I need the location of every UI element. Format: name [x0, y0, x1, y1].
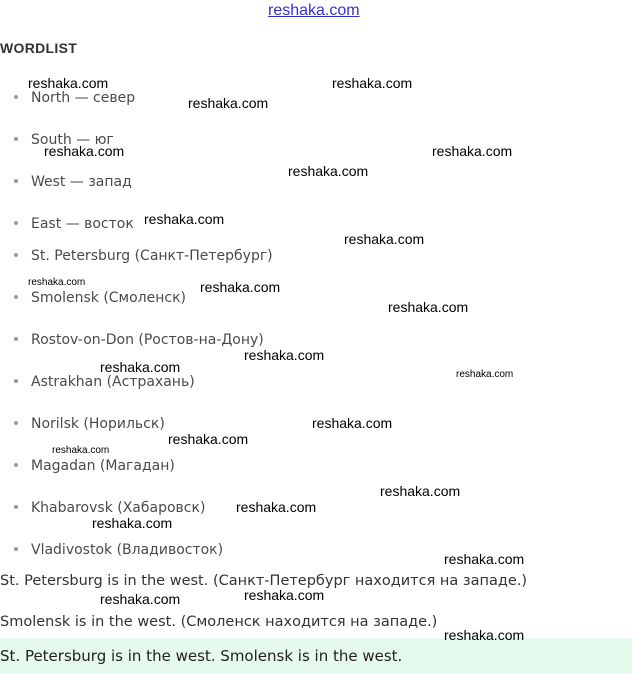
word-text: Astrakhan (Астрахань) — [31, 374, 195, 390]
watermark: reshaka.com — [244, 587, 325, 603]
watermark: reshaka.com — [168, 431, 249, 447]
watermark: reshaka.com — [52, 445, 110, 456]
bullet-icon — [14, 463, 18, 467]
bullet-icon — [14, 179, 18, 183]
answer-box — [0, 638, 632, 674]
watermark: reshaka.com — [444, 627, 525, 643]
bullet-icon — [14, 221, 18, 225]
list-item — [14, 500, 205, 516]
bullet-icon — [14, 95, 18, 99]
watermark: reshaka.com — [288, 163, 369, 179]
watermark: reshaka.com — [44, 143, 125, 159]
watermark: reshaka.com — [388, 299, 469, 315]
watermark: reshaka.com — [188, 95, 269, 111]
watermark: reshaka.com — [236, 499, 317, 515]
word-text: East — восток — [31, 216, 134, 232]
example-sentence: St. Petersburg is in the west. (Санкт-Петербург находится на западе.) — [0, 573, 528, 589]
bullet-icon — [14, 295, 18, 299]
list-item — [14, 290, 186, 306]
watermark: reshaka.com — [28, 75, 109, 91]
word-text: Rostov-on-Don (Ростов-на-Дону) — [31, 332, 264, 348]
watermark: reshaka.com — [312, 415, 393, 431]
word-text: Norilsk (Норильск) — [31, 416, 165, 432]
wordlist-heading: WORDLIST — [0, 40, 78, 56]
watermark: reshaka.com — [144, 211, 225, 227]
watermark: reshaka.com — [332, 75, 413, 91]
watermark: reshaka.com — [200, 279, 281, 295]
list-item — [14, 542, 223, 558]
bullet-icon — [14, 421, 18, 425]
answer-text: St. Petersburg is in the west. Smolensk is in the west. — [0, 647, 403, 665]
bullet-icon — [14, 547, 18, 551]
list-item — [14, 332, 264, 348]
watermark: reshaka.com — [380, 483, 461, 499]
bullet-icon — [14, 505, 18, 509]
list-item — [14, 216, 134, 232]
list-item — [14, 90, 135, 106]
watermark: reshaka.com — [92, 515, 173, 531]
site-link[interactable]: reshaka.com — [268, 2, 360, 19]
word-text: Magadan (Магадан) — [31, 458, 175, 474]
list-item — [14, 458, 175, 474]
word-text: North — север — [31, 90, 136, 106]
watermark: reshaka.com — [28, 277, 86, 288]
word-text: West — запад — [31, 174, 132, 190]
word-text: Vladivostok (Владивосток) — [31, 542, 224, 558]
word-text: Khabarovsk (Хабаровск) — [31, 500, 206, 516]
bullet-icon — [14, 337, 18, 341]
bullet-icon — [14, 137, 18, 141]
bullet-icon — [14, 379, 18, 383]
example-sentence: Smolensk is in the west. (Смоленск находится на западе.) — [0, 614, 438, 630]
word-text: St. Petersburg (Санкт-Петербург) — [31, 248, 273, 264]
list-item — [14, 174, 132, 190]
word-text: Smolensk (Смоленск) — [31, 290, 187, 306]
watermark: reshaka.com — [100, 359, 181, 375]
list-item — [14, 416, 165, 432]
watermark: reshaka.com — [444, 551, 525, 567]
list-item — [14, 248, 273, 264]
watermark: reshaka.com — [100, 591, 181, 607]
watermark: reshaka.com — [456, 369, 514, 380]
watermark: reshaka.com — [244, 347, 325, 363]
word-text: South — юг — [31, 132, 114, 148]
watermark: reshaka.com — [344, 231, 425, 247]
watermark: reshaka.com — [432, 143, 513, 159]
list-item — [14, 374, 195, 390]
bullet-icon — [14, 253, 18, 257]
